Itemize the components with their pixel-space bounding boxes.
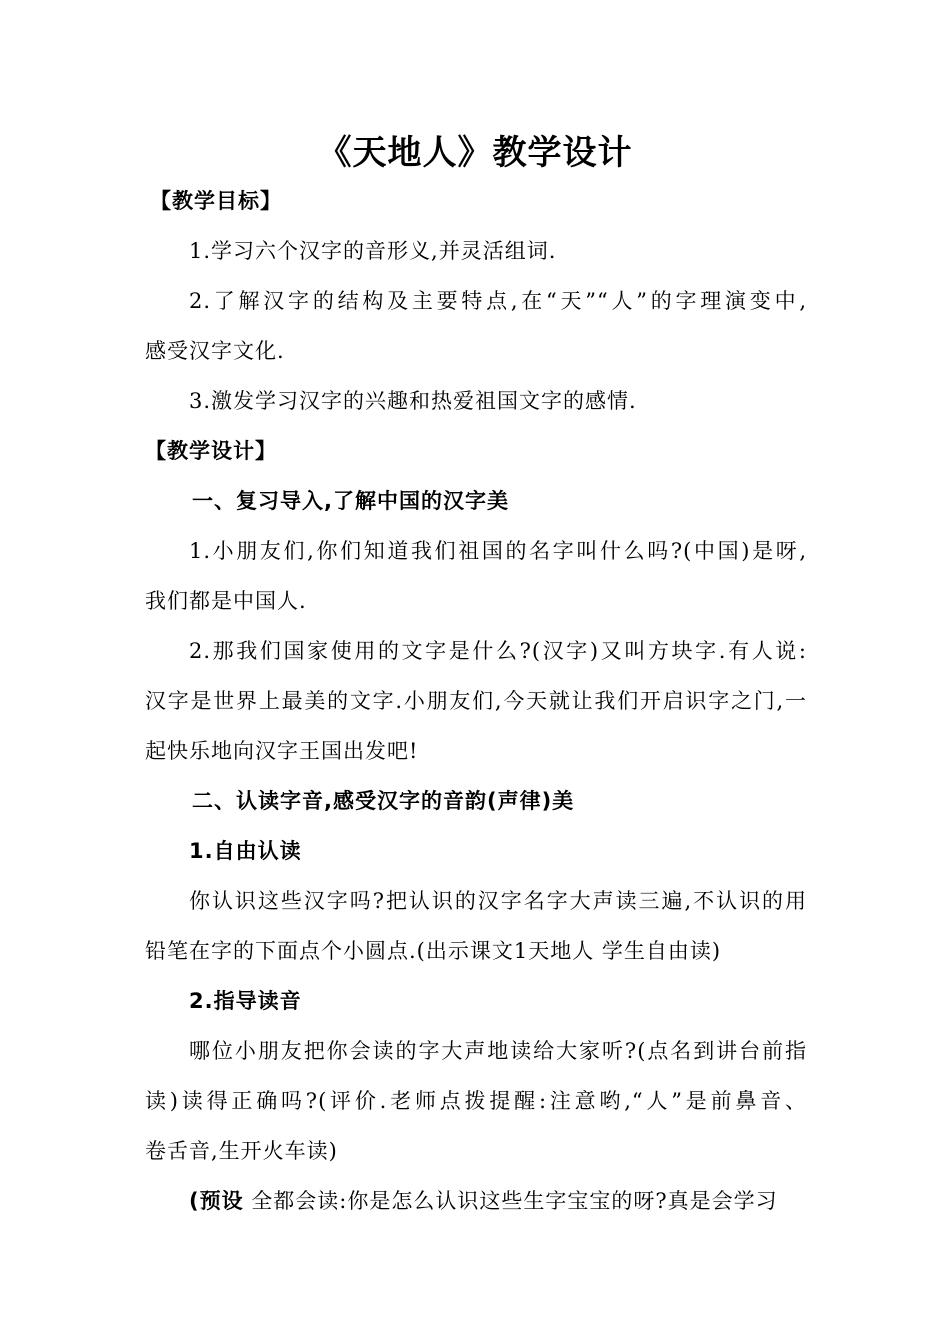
subsection-1-heading: 1.自由认读 xyxy=(189,839,302,863)
preset-label: 预设 xyxy=(199,1189,244,1213)
subsection-1-line-2: 铅笔在字的下面点个小圆点.(出示课文1天地人 学生自由读) xyxy=(145,939,722,963)
s1-paragraph-2-line-1: 2.那我们国家使用的文字是什么?(汉字)又叫方块字.有人说: xyxy=(189,639,807,663)
preset-open-paren: ( xyxy=(189,1189,200,1213)
preset-paragraph xyxy=(189,1187,778,1215)
s1-paragraph-2-line-3: 起快乐地向汉字王国出发吧! xyxy=(145,739,419,763)
subsection-1-line-1: 你认识这些汉字吗?把认识的汉字名字大声读三遍,不认识的用 xyxy=(189,889,807,913)
design-heading: 【教学设计】 xyxy=(145,439,277,463)
goal-2-line-1: 2.了解汉字的结构及主要特点,在“天”“人”的字理演变中, xyxy=(189,289,807,313)
s1-paragraph-1-line-2: 我们都是中国人. xyxy=(145,589,307,613)
goal-2-line-2: 感受汉字文化. xyxy=(145,339,285,363)
s1-paragraph-1-line-1: 1.小朋友们,你们知道我们祖国的名字叫什么吗?(中国)是呀, xyxy=(189,539,807,563)
preset-text: 全都会读:你是怎么认识这些生字宝宝的呀?真是会学习 xyxy=(243,1189,778,1213)
subsection-2-line-2: 读)读得正确吗?(评价.老师点拨提醒:注意哟,“人”是前鼻音、 xyxy=(145,1089,807,1113)
s1-paragraph-2-line-2: 汉字是世界上最美的文字.小朋友们,今天就让我们开启识字之门,一 xyxy=(145,689,807,713)
subsection-2-line-3: 卷舌音,生开火车读) xyxy=(145,1139,338,1163)
goal-1: 1.学习六个汉字的音形义,并灵活组词. xyxy=(189,239,557,263)
section-2-heading: 二、认读字音,感受汉字的音韵(声律)美 xyxy=(192,789,575,813)
goal-3: 3.激发学习汉字的兴趣和热爱祖国文字的感情. xyxy=(189,389,637,413)
subsection-2-heading: 2.指导读音 xyxy=(189,989,302,1013)
section-1-heading: 一、复习导入,了解中国的汉字美 xyxy=(192,489,509,513)
goals-heading: 【教学目标】 xyxy=(150,189,282,213)
document-title: 《天地人》教学设计 xyxy=(317,133,633,173)
subsection-2-line-1: 哪位小朋友把你会读的字大声地读给大家听?(点名到讲台前指 xyxy=(189,1039,807,1063)
